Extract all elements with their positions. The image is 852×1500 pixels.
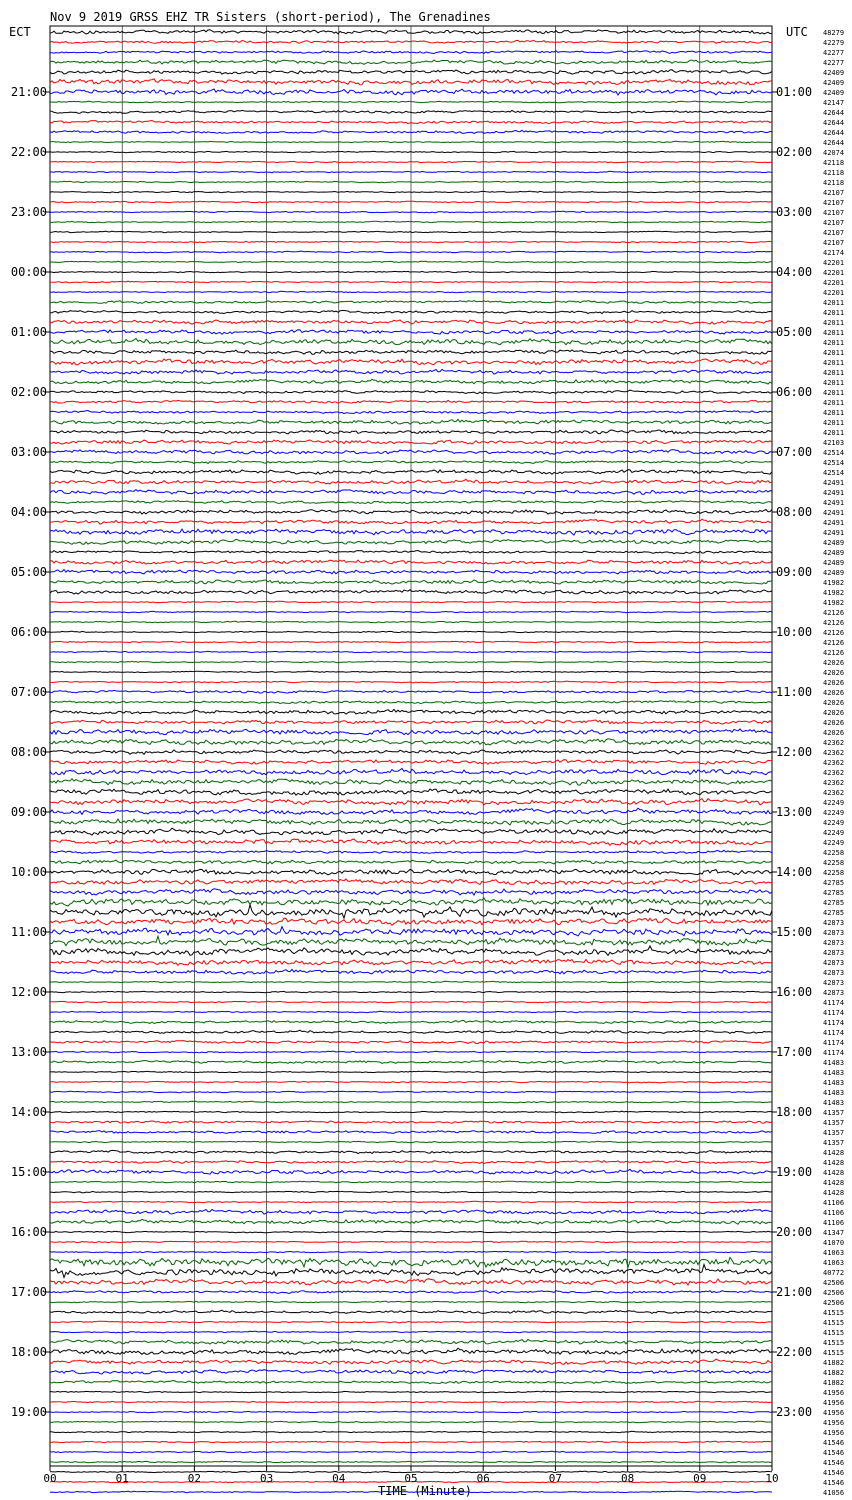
trace-gain-label: 42506	[823, 1279, 845, 1287]
trace-gain-label: 42409	[823, 69, 845, 77]
trace-gain-label: 42107	[823, 199, 845, 207]
trace-gain-label: 42362	[823, 769, 845, 777]
trace-gain-label: 41956	[823, 1429, 845, 1437]
trace-gain-label: 42644	[823, 139, 845, 147]
trace-gain-label: 42873	[823, 929, 845, 937]
right-hour-label: 23:00	[776, 1405, 813, 1419]
right-hour-label: 17:00	[776, 1045, 813, 1059]
trace-gain-label: 41428	[823, 1179, 845, 1187]
x-tick-label: 09	[693, 1472, 707, 1485]
right-hour-label: 21:00	[776, 1285, 813, 1299]
trace-gain-label: 42514	[823, 459, 845, 467]
trace-gain-label: 42506	[823, 1299, 845, 1307]
trace-gain-label: 42644	[823, 119, 845, 127]
trace-gain-label: 41956	[823, 1389, 845, 1397]
left-hour-label: 01:00	[10, 325, 47, 339]
trace-gain-label: 41483	[823, 1069, 845, 1077]
trace-gain-label: 42644	[823, 129, 845, 137]
trace-gain-label: 42785	[823, 879, 845, 887]
left-hour-label: 21:00	[10, 85, 47, 99]
x-tick-label: 07	[548, 1472, 563, 1485]
right-hour-label: 20:00	[776, 1225, 813, 1239]
right-hour-label: 09:00	[776, 565, 813, 579]
x-tick-label: 01	[115, 1472, 129, 1485]
trace-gain-label: 42201	[823, 279, 845, 287]
right-hour-label: 18:00	[776, 1105, 813, 1119]
trace-gain-label: 42126	[823, 619, 845, 627]
right-hour-label: 08:00	[776, 505, 813, 519]
trace-gain-label: 42489	[823, 569, 845, 577]
trace-gain-label: 48279	[823, 29, 845, 37]
trace-gain-label: 42126	[823, 609, 845, 617]
trace-gain-label: 41347	[823, 1229, 845, 1237]
trace-gain-label: 42506	[823, 1289, 845, 1297]
trace-gain-label: 41106	[823, 1199, 845, 1207]
trace-gain-label: 42011	[823, 329, 845, 337]
left-hour-label: 04:00	[10, 505, 47, 519]
trace-gain-label: 41546	[823, 1439, 845, 1447]
right-hour-label: 01:00	[776, 85, 813, 99]
trace-gain-label: 42103	[823, 439, 845, 447]
x-tick-label: 03	[259, 1472, 274, 1485]
trace-gain-label: 41174	[823, 1009, 845, 1017]
right-hour-label: 02:00	[776, 145, 813, 159]
left-hour-label: 17:00	[10, 1285, 47, 1299]
trace-gain-label: 41515	[823, 1309, 845, 1317]
right-hour-label: 04:00	[776, 265, 813, 279]
trace-gain-label: 42249	[823, 809, 845, 817]
trace-gain-label: 42074	[823, 149, 845, 157]
minute-grid	[50, 26, 772, 1471]
left-hour-label: 06:00	[10, 625, 47, 639]
trace-gain-label: 42011	[823, 339, 845, 347]
trace-gain-label: 42491	[823, 509, 845, 517]
trace-gain-label: 42258	[823, 859, 845, 867]
left-hour-labels	[11, 85, 50, 1419]
trace-gain-label: 42873	[823, 949, 845, 957]
trace-gain-label: 42277	[823, 59, 845, 67]
trace-gain-label: 42011	[823, 419, 845, 427]
trace-gain-label: 42201	[823, 269, 845, 277]
trace-gain-label: 41515	[823, 1339, 845, 1347]
trace-gain-label: 42491	[823, 489, 845, 497]
trace-gain-label: 42491	[823, 479, 845, 487]
left-hour-label: 18:00	[10, 1345, 47, 1359]
trace-gain-label: 42873	[823, 969, 845, 977]
left-hour-label: 13:00	[10, 1045, 47, 1059]
right-hour-label: 15:00	[776, 925, 813, 939]
right-axis-label: UTC	[786, 25, 808, 39]
trace-gain-label: 42118	[823, 159, 845, 167]
trace-gain-label: 41056	[823, 1489, 845, 1497]
trace-gain-label: 41546	[823, 1449, 845, 1457]
trace-gain-label: 42489	[823, 549, 845, 557]
left-hour-label: 19:00	[10, 1405, 47, 1419]
right-hour-label: 11:00	[776, 685, 813, 699]
trace-gain-label: 41106	[823, 1209, 845, 1217]
left-hour-label: 23:00	[10, 205, 47, 219]
trace-gain-label: 41956	[823, 1419, 845, 1427]
trace-gain-label: 41982	[823, 579, 845, 587]
trace-gain-label: 42249	[823, 829, 845, 837]
trace-gain-label: 41174	[823, 1019, 845, 1027]
right-hour-label: 05:00	[776, 325, 813, 339]
left-hour-label: 09:00	[10, 805, 47, 819]
x-tick-label: 02	[187, 1472, 202, 1485]
trace-gain-label: 42873	[823, 989, 845, 997]
trace-gain-label: 42126	[823, 649, 845, 657]
right-hour-label: 13:00	[776, 805, 813, 819]
trace-gain-label: 42489	[823, 539, 845, 547]
trace-gain-label: 42107	[823, 229, 845, 237]
trace-gain-label: 41174	[823, 1029, 845, 1037]
trace-gain-label: 41428	[823, 1149, 845, 1157]
right-hour-label: 22:00	[776, 1345, 813, 1359]
trace-gain-label: 42785	[823, 899, 845, 907]
left-hour-label: 10:00	[10, 865, 47, 879]
trace-gain-label: 40772	[823, 1269, 845, 1277]
left-hour-label: 02:00	[10, 385, 47, 399]
trace-gain-label: 42249	[823, 819, 845, 827]
trace-gain-label: 41174	[823, 999, 845, 1007]
x-tick-label: 00	[43, 1472, 57, 1485]
trace-gain-label: 42258	[823, 849, 845, 857]
trace-gain-label: 42026	[823, 699, 845, 707]
trace-gain-label: 42126	[823, 629, 845, 637]
trace-gain-label: 42489	[823, 559, 845, 567]
trace-gain-label: 41483	[823, 1059, 845, 1067]
trace-gain-label: 42249	[823, 799, 845, 807]
trace-gain-label: 42026	[823, 679, 845, 687]
right-hour-labels	[772, 85, 812, 1419]
trace-gain-label: 42491	[823, 499, 845, 507]
trace-gain-label: 42107	[823, 219, 845, 227]
trace-gain-label: 42026	[823, 729, 845, 737]
trace-gain-label: 42174	[823, 249, 845, 257]
trace-gain-label: 41882	[823, 1369, 845, 1377]
trace-gain-label: 42277	[823, 49, 845, 57]
x-tick-label: 06	[476, 1472, 490, 1485]
trace-gain-label: 42279	[823, 39, 845, 47]
trace-gain-label: 42026	[823, 659, 845, 667]
trace-gain-label: 42011	[823, 299, 845, 307]
trace-gain-label: 41357	[823, 1109, 845, 1117]
trace-gain-label: 41483	[823, 1099, 845, 1107]
trace-gain-label: 41357	[823, 1129, 845, 1137]
trace-gain-label: 42011	[823, 429, 845, 437]
trace-gain-label: 42514	[823, 449, 845, 457]
trace-gain-label: 42785	[823, 889, 845, 897]
trace-gain-label: 42126	[823, 639, 845, 647]
trace-gain-label: 41174	[823, 1039, 845, 1047]
trace-gain-label: 42491	[823, 519, 845, 527]
x-tick-label: 10	[765, 1472, 779, 1485]
right-hour-label: 14:00	[776, 865, 813, 879]
x-tick-label: 04	[332, 1472, 346, 1485]
trace-gain-label: 41483	[823, 1089, 845, 1097]
x-tick-labels	[43, 1472, 778, 1485]
right-hour-label: 19:00	[776, 1165, 813, 1179]
trace-gain-label: 41546	[823, 1469, 845, 1477]
right-hour-label: 12:00	[776, 745, 813, 759]
trace-gain-label: 41428	[823, 1169, 845, 1177]
trace-gain-label: 42873	[823, 959, 845, 967]
trace-gain-label: 41174	[823, 1049, 845, 1057]
trace-gain-label: 41428	[823, 1159, 845, 1167]
left-hour-label: 07:00	[10, 685, 47, 699]
trace-gain-label: 42362	[823, 789, 845, 797]
left-hour-label: 16:00	[10, 1225, 47, 1239]
trace-gain-label: 41515	[823, 1349, 845, 1357]
trace-gain-label: 42026	[823, 719, 845, 727]
trace-gain-label: 41357	[823, 1119, 845, 1127]
left-hour-label: 08:00	[10, 745, 47, 759]
trace-gain-label: 42011	[823, 379, 845, 387]
right-hour-label: 07:00	[776, 445, 813, 459]
trace-gain-label: 42362	[823, 749, 845, 757]
trace-gain-label: 41546	[823, 1479, 845, 1487]
left-hour-label: 11:00	[10, 925, 47, 939]
x-axis-label: TIME (Minute)	[378, 1484, 472, 1498]
trace-gain-label: 42026	[823, 689, 845, 697]
trace-gain-label: 41982	[823, 589, 845, 597]
left-hour-label: 15:00	[10, 1165, 47, 1179]
trace-gain-label: 42409	[823, 89, 845, 97]
seismic-trace	[50, 1011, 772, 1012]
right-hour-label: 06:00	[776, 385, 813, 399]
trace-gain-label: 42362	[823, 739, 845, 747]
left-hour-label: 12:00	[10, 985, 47, 999]
left-hour-label: 03:00	[10, 445, 47, 459]
trace-gain-label: 42011	[823, 309, 845, 317]
trace-gain-label: 42514	[823, 469, 845, 477]
trace-gain-label: 41982	[823, 599, 845, 607]
trace-gain-label: 41063	[823, 1259, 845, 1267]
trace-gain-label: 42026	[823, 709, 845, 717]
trace-gain-label: 42249	[823, 839, 845, 847]
trace-gain-label: 41063	[823, 1249, 845, 1257]
x-tick-label: 08	[620, 1472, 635, 1485]
trace-gain-label: 41882	[823, 1379, 845, 1387]
trace-gain-label: 41515	[823, 1329, 845, 1337]
trace-gain-label: 41428	[823, 1189, 845, 1197]
trace-gain-label: 41956	[823, 1409, 845, 1417]
seismic-trace	[50, 1321, 772, 1323]
trace-gain-label: 42011	[823, 319, 845, 327]
right-hour-label: 10:00	[776, 625, 813, 639]
trace-gain-label: 42873	[823, 919, 845, 927]
trace-gain-label: 42201	[823, 259, 845, 267]
trace-gain-label: 41546	[823, 1459, 845, 1467]
trace-gain-label: 41515	[823, 1319, 845, 1327]
gain-labels	[823, 29, 844, 1497]
trace-gain-label: 41106	[823, 1219, 845, 1227]
left-hour-label: 00:00	[10, 265, 47, 279]
trace-gain-label: 42011	[823, 369, 845, 377]
trace-gain-label: 42118	[823, 169, 845, 177]
trace-gain-label: 42011	[823, 399, 845, 407]
trace-gain-label: 42409	[823, 79, 845, 87]
x-tick-label: 05	[404, 1472, 418, 1485]
trace-gain-label: 42011	[823, 349, 845, 357]
trace-gain-label: 42873	[823, 939, 845, 947]
left-axis-label: ECT	[9, 25, 31, 39]
trace-gain-label: 42147	[823, 99, 845, 107]
right-hour-label: 16:00	[776, 985, 813, 999]
trace-gain-label: 42011	[823, 389, 845, 397]
right-hour-label: 03:00	[776, 205, 813, 219]
left-hour-label: 05:00	[10, 565, 47, 579]
trace-gain-label: 42644	[823, 109, 845, 117]
trace-gain-label: 42118	[823, 179, 845, 187]
trace-gain-label: 41956	[823, 1399, 845, 1407]
trace-gain-label: 42107	[823, 239, 845, 247]
trace-gain-label: 42026	[823, 669, 845, 677]
chart-title: Nov 9 2019 GRSS EHZ TR Sisters (short-period), The Grenadines	[50, 10, 491, 24]
trace-gain-label: 42873	[823, 979, 845, 987]
trace-gain-label: 41357	[823, 1139, 845, 1147]
trace-gain-label: 42258	[823, 869, 845, 877]
trace-gain-label: 42011	[823, 359, 845, 367]
trace-gain-label: 42107	[823, 189, 845, 197]
trace-gain-label: 42362	[823, 759, 845, 767]
trace-gain-label: 42011	[823, 409, 845, 417]
trace-gain-label: 42362	[823, 779, 845, 787]
trace-gain-label: 41882	[823, 1359, 845, 1367]
left-hour-label: 22:00	[10, 145, 47, 159]
trace-gain-label: 41483	[823, 1079, 845, 1087]
trace-gain-label: 42785	[823, 909, 845, 917]
trace-gain-label: 42201	[823, 289, 845, 297]
trace-gain-label: 41070	[823, 1239, 845, 1247]
seismic-trace	[50, 981, 772, 982]
left-hour-label: 14:00	[10, 1105, 47, 1119]
trace-gain-label: 42107	[823, 209, 845, 217]
trace-gain-label: 42491	[823, 529, 845, 537]
